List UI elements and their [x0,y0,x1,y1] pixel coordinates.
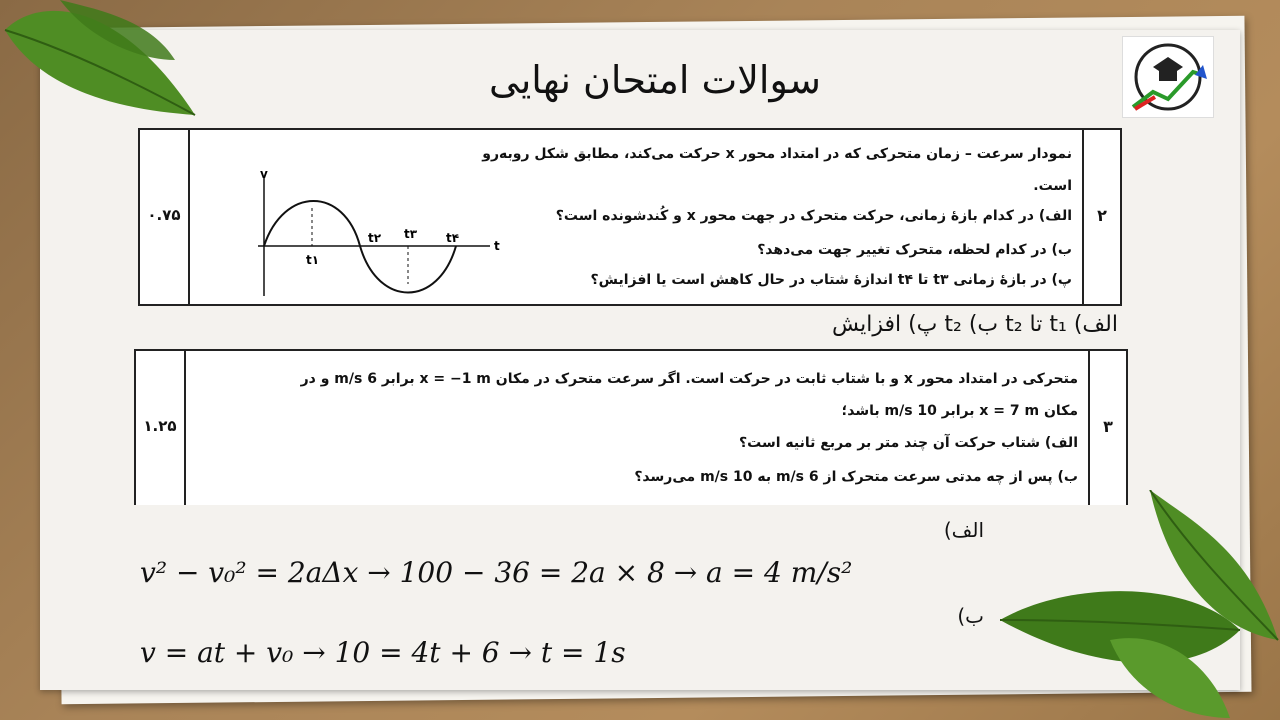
leaf-bottom-right-icon [990,490,1280,720]
graph-t1-label: t۱ [306,253,320,267]
question-text-line: ب) در کدام لحظه، متحرک تغییر جهت می‌دهد؟ [757,242,1072,258]
school-logo [1122,36,1214,118]
question-text-line: الف) در کدام بازهٔ زمانی، حرکت متحرک در جهت محور x و کُندشونده است؟ [555,208,1072,224]
question-number-column [1088,351,1126,505]
page-title: سوالات امتحان نهایی [489,58,821,102]
equation-time: v = at + v₀ → 10 = 4t + 6 → t = 1s [140,636,626,669]
answer-question-2: الف) t₁ تا t₂ ب) t₂ پ) افزایش [832,312,1118,337]
graph-v-label: v [260,168,268,181]
question-3-box [134,349,1128,505]
answer-part-b-label: ب) [957,604,984,628]
graph-t3-label: t۳ [404,227,418,241]
question-number: ۳ [1103,417,1113,436]
velocity-time-graph [250,168,510,298]
question-score: ۰.۷۵ [147,206,181,224]
score-column [140,130,190,304]
question-2-box [138,128,1122,306]
question-text-line: متحرکی در امتداد محور x و با شتاب ثابت در حرکت است. اگر سرعت متحرک در مکان x = −1 m برابر 6 m/s و در [300,371,1078,387]
question-text-line: مکان x = 7 m برابر 10 m/s باشد؛ [841,403,1078,419]
score-column [136,351,186,505]
question-number-column [1082,130,1120,304]
answer-part-a-label: الف) [943,518,984,542]
graph-t2-label: t۲ [368,231,382,245]
question-text-line: پ) در بازهٔ زمانی t۳ تا t۴ اندازهٔ شتاب در حال کاهش است یا افزایش؟ [590,272,1072,288]
question-score: ۱.۲۵ [143,417,177,435]
equation-acceleration: v² − v₀² = 2aΔx → 100 − 36 = 2a × 8 → a = 4 m/s² [140,556,853,589]
question-text-line: ب) پس از چه مدتی سرعت متحرک از 6 m/s به 10 m/s می‌رسد؟ [634,469,1078,485]
question-text-line: نمودار سرعت – زمان متحرکی که در امتداد محور x حرکت می‌کند، مطابق شکل روبه‌رو [482,146,1072,162]
question-text-line: است. [1033,178,1072,194]
logo-graduation-cap-icon [1123,37,1213,117]
question-number: ۲ [1097,206,1107,225]
question-text-line: الف) شتاب حرکت آن چند متر بر مربع ثانیه است؟ [739,435,1078,451]
graph-t4-label: t۴ [446,231,460,245]
graph-t-label: t [494,239,500,253]
